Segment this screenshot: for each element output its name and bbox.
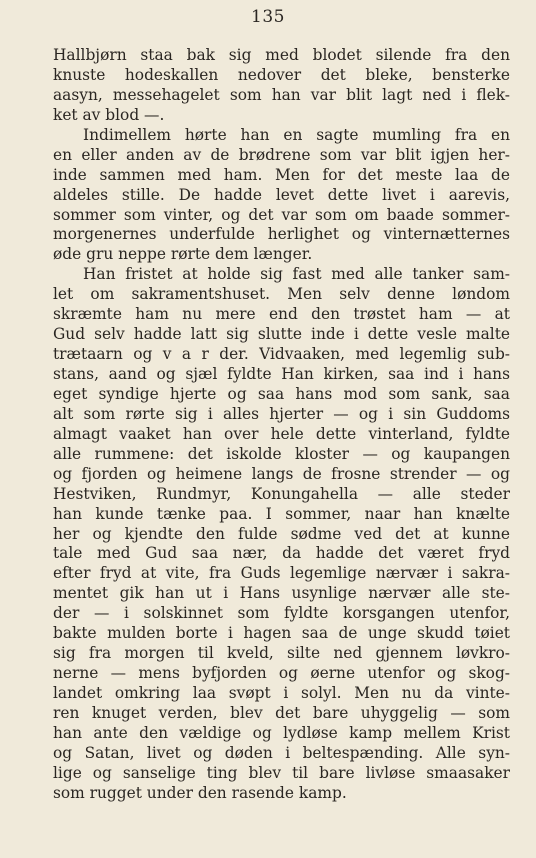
text-line: aldeles stille. De hadde levet dette livet i aarevis, [53,185,510,204]
text-line: ren knuget verden, blev det bare uhyggelig — som [53,703,510,722]
text-line: Hestviken, Rundmyr, Konungahella — alle steder [53,484,510,503]
text-line: han ante den vældige og lydløse kamp mellem Krist [53,723,510,742]
text-line: Indimellem hørte han en sagte mumling fra en [83,125,510,144]
text-line: og fjorden og heimene langs de frosne strender — og [53,464,510,483]
text-line: alle rummene: det iskolde kloster — og kaupangen [53,444,510,463]
text-line: alt som rørte sig i alles hjerter — og i sin Guddoms [53,404,510,423]
text-line: sig fra morgen til kveld, silte ned gjennem løvkro- [53,644,510,663]
text-line: ket av blod —. [53,105,165,124]
body-text [53,46,510,804]
text-line: aasyn, messehagelet som han var blit lagt ned i flek- [53,85,510,104]
text-line: sommer som vinter, og det var som om baade sommer- [53,205,510,224]
text-line: mentet gik han ut i Hans usynlige nærvær alle ste- [53,584,510,603]
text-line: der — i solskinnet som fyldte korsgangen utenfor, [53,604,510,623]
text-line: skræmte ham nu mere end den trøstet ham — at [53,305,510,324]
text-line: nerne — mens byfjorden og øerne utenfor og skog- [53,664,510,683]
text-line: let om sakramentshuset. Men selv denne løndom [53,285,510,304]
text-line: han kunde tænke paa. I sommer, naar han knælte [53,504,510,523]
text-line: bakte mulden borte i hagen saa de unge skudd tøiet [53,624,510,643]
text-line: inde sammen med ham. Men for det meste laa de [53,165,510,184]
text-line: stans, aand og sjæl fyldte Han kirken, saa ind i hans [53,365,510,383]
text-line: og Satan, livet og døden i beltespænding. Alle syn- [53,743,510,762]
text-line: her og kjendte den fulde sødme ved det at kunne [53,524,510,543]
text-line: øde gru neppe rørte dem længer. [53,245,313,264]
text-line: en eller anden av de brødrene som var blit igjen her- [53,145,510,164]
text-line: lige og sanselige ting blev til bare livløse smaasaker [53,763,510,782]
text-line: trætaarn og v a r der. Vidvaaken, med legemlig sub- [53,345,510,364]
text-line: tale med Gud saa nær, da hadde det været fryd [53,544,510,563]
text-line: Hallbjørn staa bak sig med blodet silende fra den [53,46,510,64]
text-line: almagt vaaket han over hele dette vinterland, fyldte [53,424,510,443]
page-number: 135 [251,7,285,27]
text-line: landet omkring laa svøpt i solyl. Men nu da vinte- [53,684,510,702]
text-line: Gud selv hadde latt sig slutte inde i dette vesle malte [53,325,510,344]
text-line: morgenernes underfulde herlighet og vinternætternes [53,225,510,244]
text-line: efter fryd at vite, fra Guds legemlige nærvær i sakra- [53,564,510,583]
text-line: Han fristet at holde sig fast med alle tanker sam- [83,265,510,284]
text-line: knuste hodeskallen nedover det bleke, bensterke [53,65,510,84]
text-line: som rugget under den rasende kamp. [53,783,347,802]
text-line: eget syndige hjerte og saa hans mod som sank, saa [53,384,510,403]
